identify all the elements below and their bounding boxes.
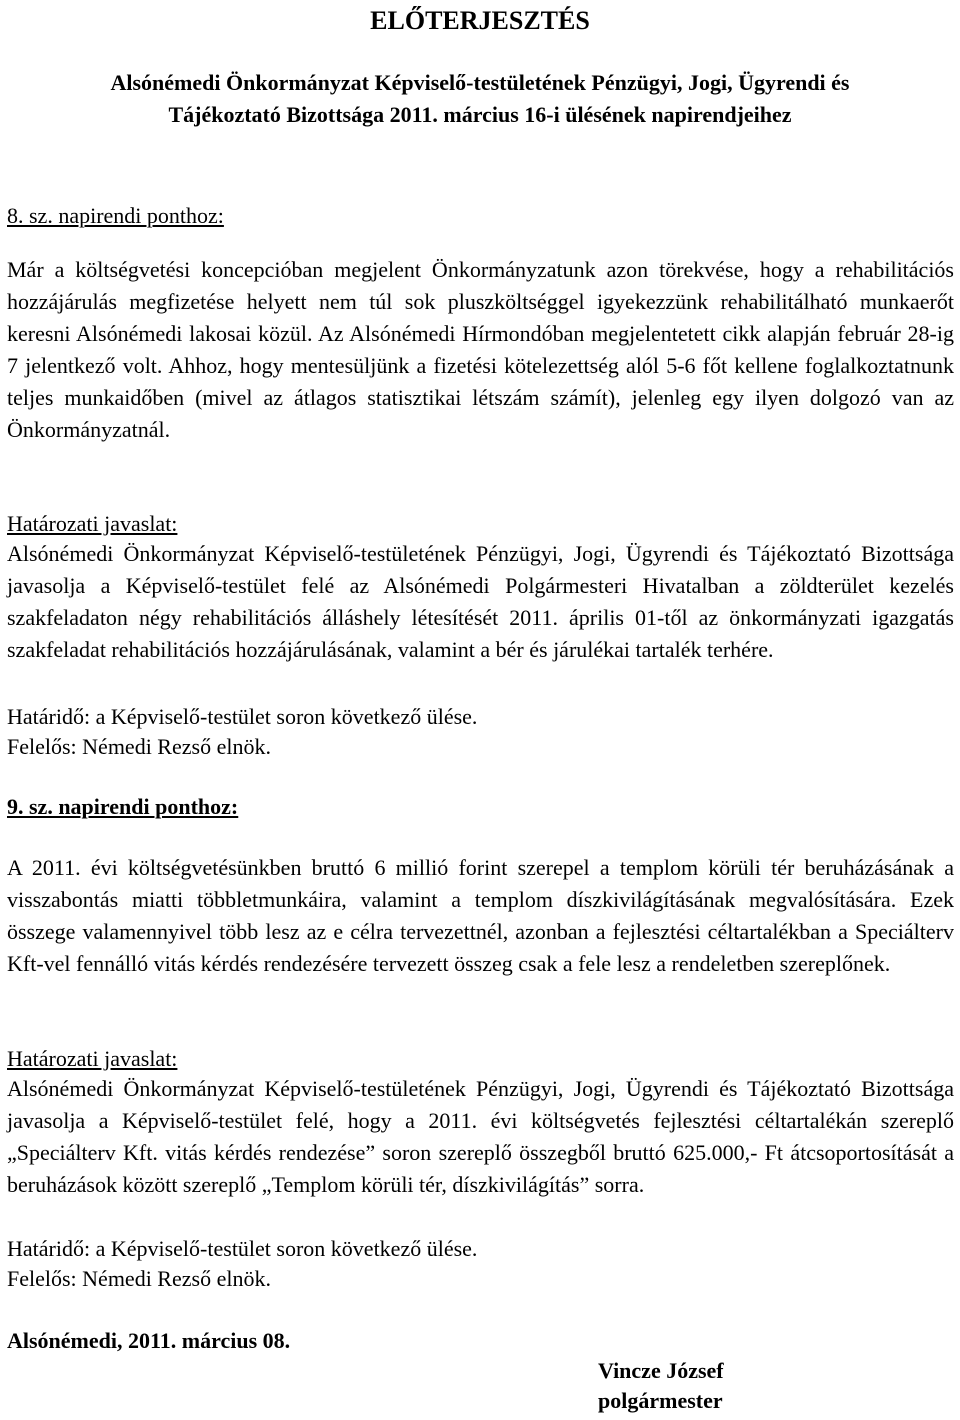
subtitle-line-2: Tájékoztató Bizottsága 2011. március 16-i ülésének napirendjeihez — [168, 102, 792, 127]
document-title: ELŐTERJESZTÉS — [370, 6, 590, 35]
place-date: Alsónémedi, 2011. március 08. — [7, 1328, 291, 1353]
item8-proposal-label: Határozati javaslat: — [7, 511, 178, 536]
item9-heading: 9. sz. napirendi ponthoz: — [7, 794, 239, 819]
item8-body: Már a költségvetési koncepcióban megjelent Önkormányzatunk azon törekvése, hogy a rehabilitációs hozzájárulás megfizetése helyett nem túl sok pluszköltséggel igyekezzünk rehabilitálható munkaerőt keresni Alsónémedi lakosai közül. Az Alsónémedi Hírmondóban megjelentetett cikk alapján február 28-ig 7 jelentkező volt. Ahhoz, hogy mentesüljünk a fizetési kötelezettség alól 5-6 főt kellene foglalkoztatnunk teljes munkaidőben (mivel az átlagos statisztikai létszám számít), jelenleg egy ilyen dolgozó van az Önkormányzatnál. — [7, 257, 954, 442]
item9-proposal-label: Határozati javaslat: — [7, 1046, 178, 1071]
item9-proposal: Alsónémedi Önkormányzat Képviselő-testületének Pénzügyi, Jogi, Ügyrendi és Tájékoztató Bizottsága javasolja a Képviselő-testület felé, hogy a 2011. évi költségvetés fejlesztési céltartalékán szereplő „Speciálterv Kft. vitás kérdés rendezése” soron szereplő összegből bruttó 625.000,- Ft átcsoportosítását a beruházások között szereplő „Templom körüli tér, díszkivilágítás” sorra. — [7, 1076, 954, 1197]
item9-deadline: Határidő: a Képviselő-testület soron következő ülése. — [7, 1236, 478, 1261]
item8-deadline: Határidő: a Képviselő-testület soron következő ülése. — [7, 704, 478, 729]
subtitle-line-1: Alsónémedi Önkormányzat Képviselő-testületének Pénzügyi, Jogi, Ügyrendi és — [110, 70, 850, 95]
signer-title: polgármester — [598, 1388, 723, 1413]
item9-responsible: Felelős: Némedi Rezső elnök. — [7, 1266, 271, 1291]
signer-name: Vincze József — [598, 1358, 724, 1383]
item8-heading: 8. sz. napirendi ponthoz: — [7, 203, 224, 228]
item9-body: A 2011. évi költségvetésünkben bruttó 6 millió forint szerepel a templom körüli tér beruházásának a visszabontás miatti többletmunkáira, valamint a templom díszkivilágításának megvalósítására. Ezek összege valamennyivel több lesz az e célra tervezettnél, azonban a fejlesztési céltartalékban a Speciálterv Kft-vel fennálló vitás kérdés rendezésére tervezett összeg csak a fele lesz a rendeletben szereplőnek. — [7, 855, 954, 976]
item8-proposal: Alsónémedi Önkormányzat Képviselő-testületének Pénzügyi, Jogi, Ügyrendi és Tájékoztató Bizottsága javasolja a Képviselő-testület felé az Alsónémedi Polgármesteri Hivatalban a zöldterület kezelés szakfeladaton négy rehabilitációs álláshely létesítését 2011. április 01-től az önkormányzati igazgatás szakfeladat rehabilitációs hozzájárulásának, valamint a bér és járulékai tartalék terhére. — [7, 541, 954, 662]
document-subtitle — [0, 67, 960, 131]
item8-responsible: Felelős: Némedi Rezső elnök. — [7, 734, 271, 759]
